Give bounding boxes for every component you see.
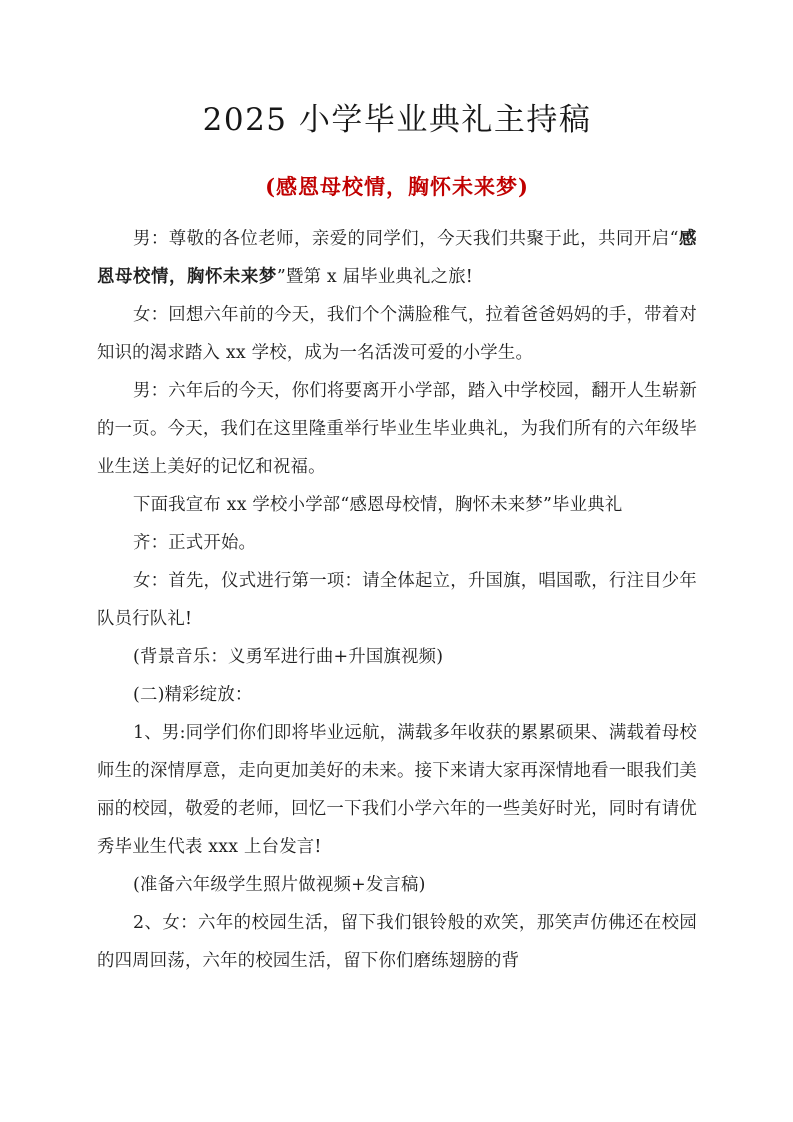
document-body [97, 220, 697, 980]
page-title: 2025 小学毕业典礼主持稿 [202, 102, 592, 138]
paragraph [97, 866, 697, 904]
paragraph-text: 女：首先，仪式进行第一项：请全体起立，升国旗，唱国歌，行注目少年队员行队礼! [97, 571, 697, 629]
emphasis-text: 感恩母校情，胸怀未来梦 [97, 229, 698, 287]
paragraph-text: (二)精彩绽放： [133, 685, 253, 705]
paragraph-text: (准备六年级学生照片做视频+发言稿) [133, 875, 426, 895]
paragraph-text: 女：回想六年前的今天，我们个个满脸稚气，拉着爸爸妈妈的手，带着对知识的渴求踏入 xx 学校，成为一名活泼可爱的小学生。 [97, 305, 697, 363]
paragraph-text: (背景音乐：义勇军进行曲+升国旗视频) [133, 647, 444, 667]
paragraph [97, 714, 697, 866]
paragraph-text: ”暨第 x 届毕业典礼之旅! [276, 267, 473, 287]
paragraph-text: 男：六年后的今天，你们将要离开小学部，踏入中学校园，翻开人生崭新的一页。今天，我们在这里隆重举行毕业生毕业典礼，为我们所有的六年级毕业生送上美好的记忆和祝福。 [97, 381, 697, 477]
paragraph [97, 524, 697, 562]
paragraph-text: 齐：正式开始。 [133, 533, 257, 553]
paragraph [97, 220, 697, 296]
paragraph [97, 638, 697, 676]
paragraph [97, 562, 697, 638]
document-subtitle: (感恩母校情，胸怀未来梦) [265, 174, 529, 199]
paragraph [97, 296, 697, 372]
paragraph-text: 1、男:同学们你们即将毕业远航，满载多年收获的累累硕果、满载着母校师生的深情厚意，走向更加美好的未来。接下来请大家再深情地看一眼我们美丽的校园，敬爱的老师，回忆一下我们小学六年的一些美好时光，同时有请优秀毕业生代表 xxx 上台发言! [97, 723, 697, 857]
paragraph [97, 904, 697, 980]
paragraph [97, 676, 697, 714]
paragraph [97, 486, 697, 524]
paragraph-text: 下面我宣布 xx 学校小学部“感恩母校情，胸怀未来梦”毕业典礼 [133, 495, 623, 515]
paragraph-text: 2、女：六年的校园生活，留下我们银铃般的欢笑，那笑声仿佛还在校园的四周回荡，六年的校园生活，留下你们磨练翅膀的背 [97, 913, 697, 971]
document-content [97, 0, 697, 980]
paragraph [97, 372, 697, 486]
paragraph-text: 男：尊敬的各位老师，亲爱的同学们，今天我们共聚于此，共同开启“ [133, 229, 679, 249]
